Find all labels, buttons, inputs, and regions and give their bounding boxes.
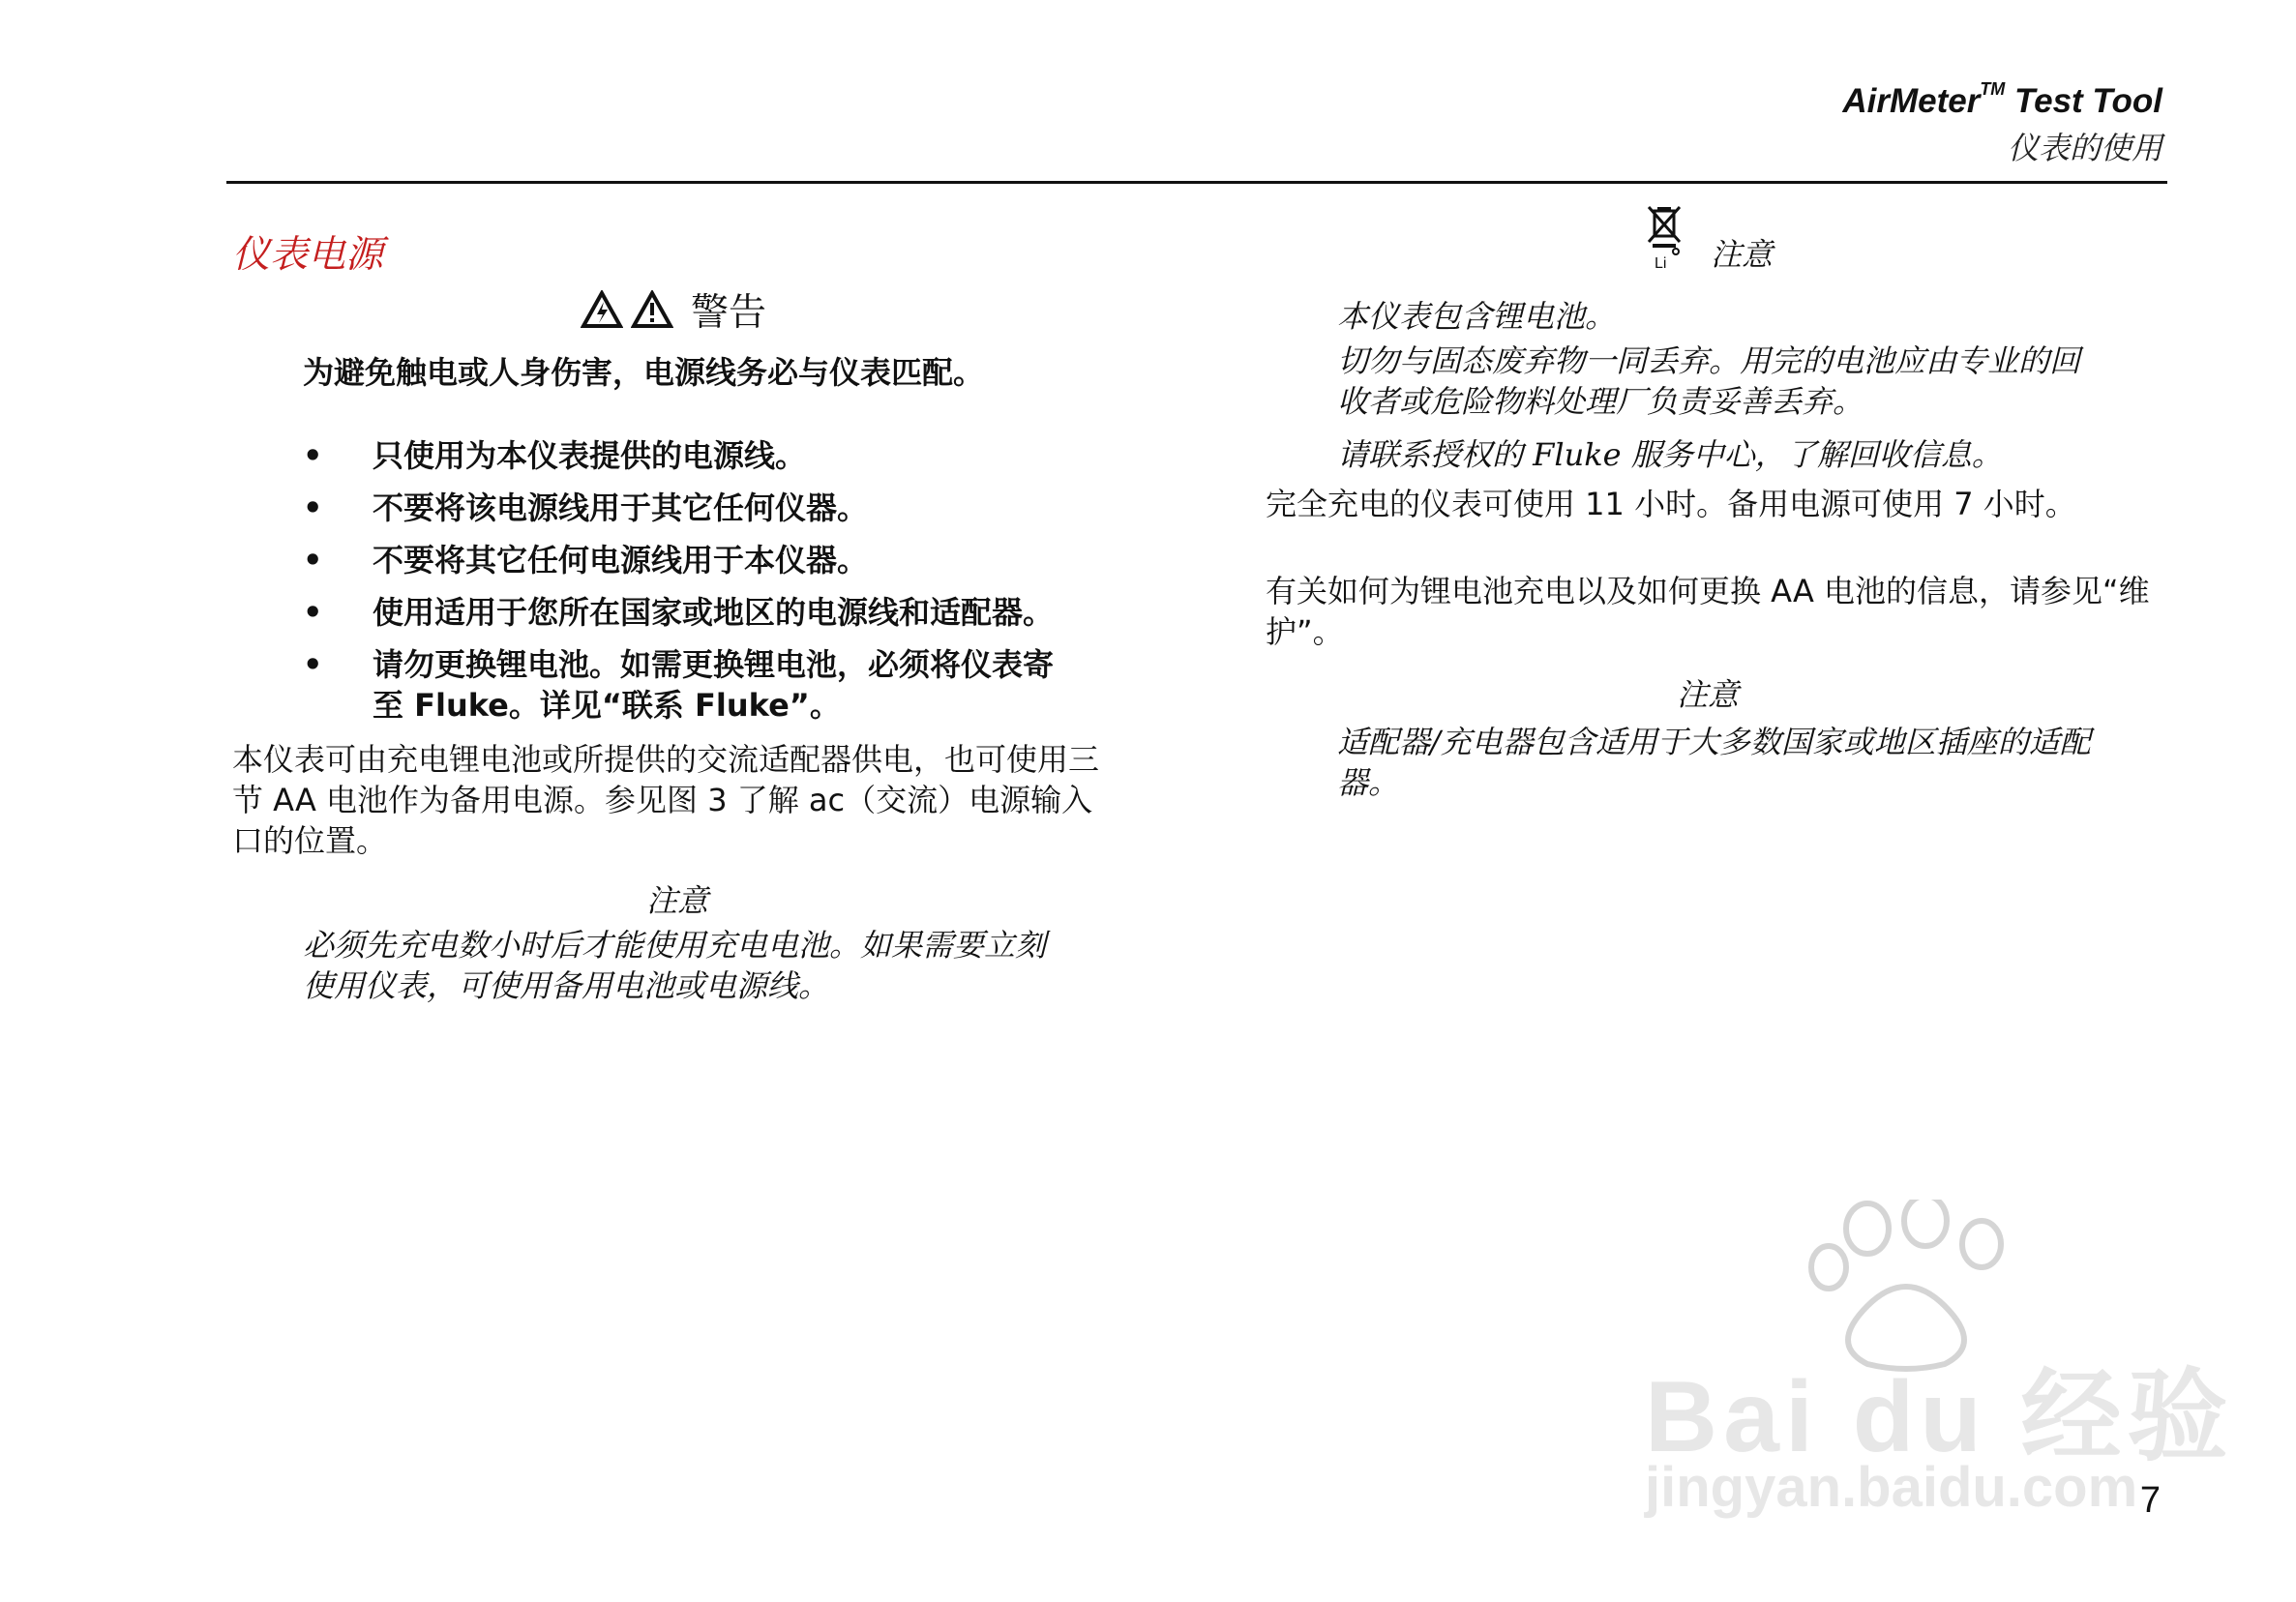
list-item: • 不要将该电源线用于其它任何仪器。 bbox=[303, 490, 869, 526]
note-adapter-text: 适配器/充电器包含适用于大多数国家或地区插座的适配器。 bbox=[1337, 724, 2091, 801]
warning-heading bbox=[581, 282, 766, 337]
note-label-right-2: 注意 bbox=[1677, 676, 1740, 713]
electric-shock-warning-icon bbox=[581, 290, 623, 329]
list-item: • 不要将其它任何电源线用于本仪器。 bbox=[303, 542, 869, 578]
list-item: • 请勿更换锂电池。如需更换锂电池，必须将仪表寄至 Fluke。详见“联系 Fluke”。 bbox=[303, 646, 1055, 724]
warning-bullet-list bbox=[303, 435, 1058, 737]
battery-disposal-icon bbox=[1645, 203, 1684, 284]
li-label: Li bbox=[1655, 255, 1667, 272]
section-title: 仪表电源 bbox=[232, 233, 384, 277]
warning-label: 警告 bbox=[691, 291, 767, 335]
header-title-main: AirMeter bbox=[1842, 82, 1981, 120]
power-paragraph: 本仪表可由充电锂电池或所提供的交流适配器供电，也可使用三节 AA 电池作为备用电源。参见图 3 了解 ac（交流）电源输入口的位置。 bbox=[232, 741, 1100, 859]
note-text: 必须先充电数小时后才能使用充电电池。如果需要立刻使用仪表，可使用备用电池或电源线。 bbox=[303, 927, 1047, 1004]
watermark-logo: Bai du 经验 bbox=[1645, 1361, 2234, 1473]
note-lithium-text: 本仪表包含锂电池。 bbox=[1337, 298, 1617, 335]
list-item: • 只使用为本仪表提供的电源线。 bbox=[303, 437, 807, 474]
maintenance-paragraph: 有关如何为锂电池充电以及如何更换 AA 电池的信息，请参见“维护”。 bbox=[1266, 573, 2150, 650]
header-title-tm: TM bbox=[1980, 79, 2006, 99]
caution-warning-icon bbox=[631, 290, 673, 329]
note-label-right-1: 注意 bbox=[1711, 236, 1774, 273]
baidu-watermark bbox=[1625, 1200, 2234, 1523]
header-divider bbox=[226, 181, 2167, 184]
page-number: 7 bbox=[2139, 1480, 2161, 1521]
watermark-url: jingyan.baidu.com bbox=[1645, 1456, 2138, 1519]
warning-text: 为避免触电或人身伤害，电源线务必与仪表匹配。 bbox=[303, 354, 985, 391]
list-item: • 使用适用于您所在国家或地区的电源线和适配器。 bbox=[303, 594, 1055, 631]
battery-life-paragraph: 完全充电的仪表可使用 11 小时。备用电源可使用 7 小时。 bbox=[1266, 486, 2076, 522]
note-label: 注意 bbox=[646, 882, 709, 919]
header-title-rest: Test Tool bbox=[2005, 82, 2162, 120]
header-title bbox=[1842, 79, 2162, 121]
header-subtitle: 仪表的使用 bbox=[2007, 130, 2162, 166]
note-disposal-text: 切勿与固态废弃物一同丢弃。用完的电池应由专业的回收者或危险物料处理厂负责妥善丢弃。 bbox=[1337, 342, 2081, 420]
note-recycle-text: 请联系授权的 Fluke 服务中心，了解回收信息。 bbox=[1337, 436, 2003, 473]
